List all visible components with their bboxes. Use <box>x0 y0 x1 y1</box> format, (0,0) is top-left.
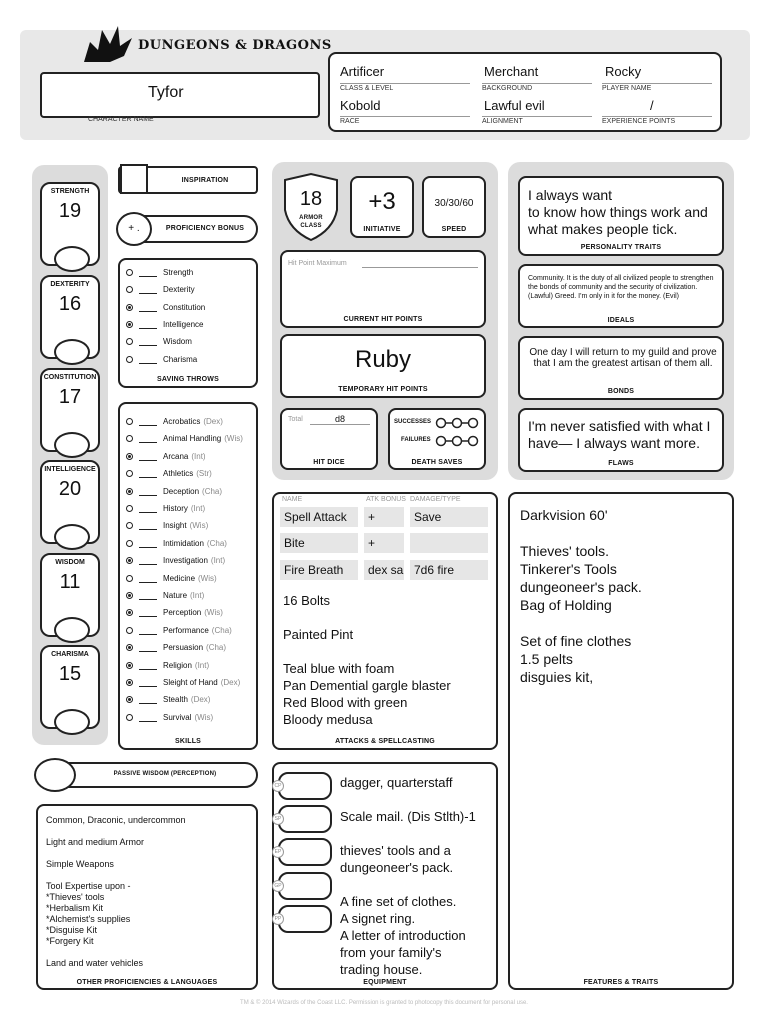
armor-class-label: ARMOR CLASS <box>299 215 323 229</box>
ability-label: CHARISMA <box>51 651 89 658</box>
row-label: Sleight of Hand <box>163 678 218 687</box>
skill-row[interactable] <box>126 500 205 517</box>
ability-modifier[interactable] <box>54 432 90 458</box>
saving-throw-row[interactable] <box>126 299 205 316</box>
death-successes-label: SUCCESSES <box>394 419 432 425</box>
skill-row[interactable] <box>126 691 210 708</box>
background-value[interactable]: Merchant <box>484 64 539 79</box>
modifier-blank[interactable] <box>139 268 157 277</box>
ability-abbrev: (Int) <box>190 591 205 600</box>
proficiency-dot[interactable] <box>126 714 133 721</box>
current-hp-label: CURRENT HIT POINTS <box>343 316 423 323</box>
ability-label: DEXTERITY <box>50 281 90 288</box>
proficiency-dot[interactable] <box>126 488 133 495</box>
ability-abbrev: (Int) <box>190 504 206 513</box>
proficiencies-label: OTHER PROFICIENCIES & LANGUAGES <box>76 979 218 986</box>
row-label: Medicine <box>163 573 196 583</box>
saving-throw-row[interactable] <box>126 264 193 281</box>
attack-bonus[interactable]: dex sa <box>364 560 404 580</box>
row-label: Charisma <box>163 354 198 364</box>
proficiency-dot[interactable] <box>126 286 133 293</box>
class-level-label: CLASS & LEVEL <box>340 83 470 92</box>
hit-dice-total-value[interactable]: d8 <box>310 414 370 425</box>
ability-abbrev: (Int) <box>191 451 206 461</box>
race-value[interactable]: Kobold <box>340 98 381 113</box>
ability-score[interactable]: 16 <box>58 293 82 315</box>
proficiency-dot[interactable] <box>126 418 133 425</box>
skill-row[interactable] <box>126 465 212 482</box>
skill-row[interactable] <box>126 657 209 674</box>
attack-damage[interactable]: 7d6 fire <box>410 560 488 580</box>
ability-modifier[interactable] <box>54 524 90 550</box>
hit-dice-label: HIT DICE <box>313 459 345 466</box>
skill-row[interactable] <box>126 552 225 569</box>
ability-label: INTELLIGENCE <box>44 466 96 473</box>
skill-row[interactable] <box>126 483 222 500</box>
speed-value[interactable]: 30/30/60 <box>434 198 474 209</box>
row-label: Constitution <box>163 302 206 312</box>
row-label: Athletics <box>163 469 194 479</box>
dragon-logo-icon <box>80 22 136 68</box>
proficiency-dot[interactable] <box>126 592 133 599</box>
bonds-text[interactable]: One day I will return to my guild and prove that I am the greatest artisan of them all. <box>529 347 717 369</box>
row-label: Investigation <box>163 556 208 566</box>
ability-abbrev: (Wis) <box>189 521 209 531</box>
features-label: FEATURES & TRAITS <box>583 979 659 986</box>
row-label: Dexterity <box>163 285 195 295</box>
ability-abbrev: (Wis) <box>224 434 243 444</box>
modifier-blank[interactable] <box>139 320 157 329</box>
proficiency-label: PROFICIENCY BONUS <box>165 225 245 232</box>
proficiency-dot[interactable] <box>126 338 133 345</box>
proficiency-dot[interactable] <box>126 304 133 311</box>
ability-modifier[interactable] <box>54 246 90 272</box>
ability-abbrev: (Cha) <box>211 625 232 635</box>
ability-constitution[interactable] <box>40 368 100 452</box>
skill-row[interactable] <box>126 674 240 691</box>
proficiency-dot[interactable] <box>126 627 133 634</box>
attack-damage[interactable]: Save <box>410 507 488 527</box>
inspiration-label: INSPIRATION <box>181 177 229 184</box>
skill-row[interactable] <box>126 604 223 621</box>
ability-strength[interactable] <box>40 182 100 266</box>
skill-row[interactable] <box>126 430 243 447</box>
row-label: Deception <box>163 486 200 496</box>
player-name-label: PLAYER NAME <box>602 83 712 92</box>
race-label: RACE <box>340 116 470 125</box>
equipment-text[interactable]: dagger, quarterstaff Scale mail. (Dis Stlth)-1 thieves' tools and a dungeoneer's pack. A fine set of clothes. A signet ring. A letter of introduction from your family's trading house. <box>340 775 476 977</box>
saving-throws-label: SAVING THROWS <box>157 376 219 383</box>
modifier-blank[interactable] <box>139 626 157 635</box>
experience-value[interactable]: / <box>650 98 654 113</box>
coin-sp-label: SP <box>272 813 284 825</box>
proficiency-dot[interactable] <box>126 540 133 547</box>
skill-row[interactable] <box>126 448 206 465</box>
ability-modifier[interactable] <box>54 339 90 365</box>
proficiency-dot[interactable] <box>126 269 133 276</box>
row-label: Persuasion <box>163 643 204 653</box>
modifier-blank[interactable] <box>139 661 157 670</box>
attacks-col-bonus: ATK BONUS <box>366 496 406 503</box>
hit-dice-total-label: Total <box>288 416 303 423</box>
skill-row[interactable] <box>126 587 204 604</box>
row-label: Perception <box>163 608 202 618</box>
ability-label: CONSTITUTION <box>43 374 97 381</box>
coin-pp[interactable] <box>274 905 332 933</box>
row-label: Performance <box>163 625 209 635</box>
background-label: BACKGROUND <box>482 83 592 92</box>
ideals-text[interactable]: Community. It is the duty of all civilized people to strengthen the bonds of community and the security of civilization. (Lawful) Greed. I'm only in it for the money. (Evil) <box>528 275 714 300</box>
row-label: Intelligence <box>163 319 204 329</box>
ability-score[interactable]: 11 <box>59 571 81 593</box>
row-label: Wisdom <box>163 337 192 347</box>
coin-ep[interactable] <box>274 838 332 866</box>
row-label: Animal Handling <box>163 434 222 444</box>
attack-damage[interactable] <box>410 533 488 553</box>
proficiency-dot[interactable] <box>126 321 133 328</box>
alignment-value[interactable]: Lawful evil <box>484 98 545 113</box>
ability-abbrev: (Dex) <box>190 695 211 705</box>
armor-class-value[interactable]: 18 <box>299 188 323 210</box>
attacks-col-name: NAME <box>282 496 303 503</box>
proficiency-dot[interactable] <box>126 453 133 460</box>
modifier-blank[interactable] <box>139 355 157 364</box>
modifier-blank[interactable] <box>139 521 157 530</box>
proficiency-dot[interactable] <box>126 356 133 363</box>
character-name-value[interactable]: Tyfor <box>148 84 184 101</box>
hp-max-label: Hit Point Maximum <box>288 260 347 267</box>
row-label: Strength <box>163 268 194 277</box>
ability-intelligence[interactable] <box>40 460 100 544</box>
death-successes-checks[interactable] <box>435 416 479 434</box>
modifier-blank[interactable] <box>139 434 157 443</box>
temp-hp-label: TEMPORARY HIT POINTS <box>338 386 428 393</box>
ability-abbrev: (Int) <box>194 660 210 670</box>
modifier-blank[interactable] <box>139 678 157 687</box>
ability-abbrev: (Cha) <box>206 538 227 548</box>
proficiency-dot[interactable] <box>126 435 133 442</box>
coin-pp-label: PP <box>272 913 284 925</box>
modifier-blank[interactable] <box>139 643 157 652</box>
skill-row[interactable] <box>126 517 208 534</box>
attacks-col-damage: DAMAGE/TYPE <box>410 496 461 503</box>
modifier-blank[interactable] <box>139 713 157 722</box>
saving-throw-row[interactable] <box>126 316 203 333</box>
modifier-blank[interactable] <box>139 591 157 600</box>
modifier-blank[interactable] <box>139 539 157 548</box>
ability-abbrev: (Cha) <box>206 643 227 653</box>
saving-throw-row[interactable] <box>126 333 192 350</box>
proficiency-circle[interactable]: + . <box>116 212 152 246</box>
proficiency-dot[interactable] <box>126 505 133 512</box>
proficiencies-text[interactable]: Common, Draconic, undercommon Light and medium Armor Simple Weapons Tool Expertise upon - *Thieves' tools *Herbalism Kit *Alchemist's supplies *Disguise Kit *Forgery Kit Land and water vehicles <box>46 815 186 968</box>
hp-max-line[interactable] <box>362 267 478 268</box>
row-label: Religion <box>163 660 192 670</box>
death-saves-label: DEATH SAVES <box>411 459 463 466</box>
ability-abbrev: (Dex) <box>203 417 223 426</box>
ability-abbrev: (Str) <box>196 469 212 479</box>
skill-row[interactable] <box>126 639 226 656</box>
ability-label: STRENGTH <box>50 188 90 195</box>
modifier-blank[interactable] <box>139 504 157 513</box>
ideals-label: IDEALS <box>607 317 635 324</box>
coin-cp-label: CP <box>272 780 284 792</box>
attack-name[interactable]: Spell Attack <box>280 507 358 527</box>
saving-throw-row[interactable] <box>126 351 197 368</box>
modifier-blank[interactable] <box>139 469 157 478</box>
inspiration-checkbox[interactable] <box>120 164 148 194</box>
ability-abbrev: (Dex) <box>220 678 241 687</box>
modifier-blank[interactable] <box>139 303 157 312</box>
death-failures-label: FAILURES <box>401 437 431 443</box>
death-failures-checks[interactable] <box>435 434 479 452</box>
attacks-notes[interactable]: 16 Bolts Painted Pint Teal blue with foam Pan Demential gargle blaster Red Blood with green Bloody medusa <box>283 593 451 727</box>
passive-wisdom-label: PASSIVE WISDOM (PERCEPTION) <box>113 771 217 777</box>
attack-bonus[interactable]: + <box>364 533 404 553</box>
ability-abbrev: (Wis) <box>204 608 223 618</box>
skill-row[interactable] <box>126 413 223 430</box>
proficiency-dot[interactable] <box>126 609 133 616</box>
row-label: Nature <box>163 591 188 600</box>
row-label: Insight <box>163 521 187 531</box>
coin-gp-label: GP <box>272 880 284 892</box>
row-label: Survival <box>163 712 192 722</box>
skill-row[interactable] <box>126 622 232 639</box>
modifier-blank[interactable] <box>139 608 157 617</box>
modifier-blank[interactable] <box>139 556 157 565</box>
proficiency-dot[interactable] <box>126 575 133 582</box>
modifier-blank[interactable] <box>139 695 157 704</box>
ability-label: WISDOM <box>55 559 85 566</box>
ability-score[interactable]: 20 <box>58 478 82 500</box>
attack-name[interactable]: Fire Breath <box>280 560 358 580</box>
bonds-label: BONDS <box>607 388 635 395</box>
flaws-text[interactable]: I'm never satisfied with what I have— I always want more. <box>528 418 711 451</box>
coin-sp[interactable] <box>274 805 332 833</box>
row-label: Arcana <box>163 451 189 461</box>
row-label: Stealth <box>163 695 188 705</box>
proficiency-dot[interactable] <box>126 662 133 669</box>
proficiency-dot[interactable] <box>126 696 133 703</box>
personality-traits-text[interactable]: I always want to know how things work and what makes people tick. <box>528 187 708 237</box>
passive-wisdom-circle[interactable] <box>34 758 76 792</box>
proficiency-dot[interactable] <box>126 522 133 529</box>
row-label: History <box>163 504 188 513</box>
ability-score[interactable]: 19 <box>58 200 82 222</box>
ability-abbrev: (Cha) <box>202 486 223 496</box>
equipment-label: EQUIPMENT <box>363 979 407 986</box>
modifier-blank[interactable] <box>139 574 157 583</box>
ability-abbrev: (Wis) <box>198 573 217 583</box>
ability-modifier[interactable] <box>54 709 90 735</box>
modifier-blank[interactable] <box>139 285 157 294</box>
personality-traits-label: PERSONALITY TRAITS <box>580 244 662 251</box>
modifier-blank[interactable] <box>139 417 157 426</box>
ability-score[interactable]: 17 <box>58 386 82 408</box>
experience-label: EXPERIENCE POINTS <box>602 116 712 125</box>
temp-hp-value[interactable]: Ruby <box>354 346 412 373</box>
saving-throw-row[interactable] <box>126 281 195 298</box>
ability-score[interactable]: 15 <box>58 663 82 685</box>
copyright-footer: TM & © 2014 Wizards of the Coast LLC. Permission is granted to photocopy this document for personal use. <box>240 1000 528 1006</box>
coin-ep-label: EP <box>272 846 284 858</box>
attacks-label: ATTACKS & SPELLCASTING <box>335 738 435 745</box>
character-name-label: CHARACTER NAME <box>88 116 154 123</box>
proficiency-dot[interactable] <box>126 557 133 564</box>
player-name-value[interactable]: Rocky <box>605 64 642 79</box>
initiative-value[interactable]: +3 <box>368 188 396 215</box>
coin-gp[interactable] <box>274 872 332 900</box>
skill-row[interactable] <box>126 709 213 726</box>
attack-name[interactable]: Bite <box>280 533 358 553</box>
flaws-label: FLAWS <box>608 460 634 467</box>
ability-abbrev: (Wis) <box>194 712 214 722</box>
ability-dexterity[interactable] <box>40 275 100 359</box>
modifier-blank[interactable] <box>139 452 157 461</box>
ability-charisma[interactable] <box>40 645 100 729</box>
proficiency-dot[interactable] <box>126 644 133 651</box>
modifier-blank[interactable] <box>139 337 157 346</box>
row-label: Acrobatics <box>163 417 201 426</box>
modifier-blank[interactable] <box>139 487 157 496</box>
logo-text: DUNGEONS & DRAGONS <box>138 38 332 53</box>
features-text[interactable]: Darkvision 60' Thieves' tools. Tinkerer's Tools dungeoneer's pack. Bag of Holding Set of fine clothes 1.5 pelts disguies kit, <box>520 507 642 685</box>
proficiency-dot[interactable] <box>126 679 133 686</box>
attack-bonus[interactable]: + <box>364 507 404 527</box>
ability-abbrev: (Int) <box>210 556 226 566</box>
ability-modifier[interactable] <box>54 617 90 643</box>
speed-label: SPEED <box>441 226 467 233</box>
row-label: Intimidation <box>163 538 204 548</box>
class-level-value[interactable]: Artificer <box>340 64 385 79</box>
coin-cp[interactable] <box>274 772 332 800</box>
initiative-label: INITIATIVE <box>363 226 401 233</box>
proficiency-dot[interactable] <box>126 470 133 477</box>
ability-wisdom[interactable] <box>40 553 100 637</box>
alignment-label: ALIGNMENT <box>482 116 592 125</box>
skills-label: SKILLS <box>174 738 202 745</box>
skill-row[interactable] <box>126 570 217 587</box>
skill-row[interactable] <box>126 535 227 552</box>
